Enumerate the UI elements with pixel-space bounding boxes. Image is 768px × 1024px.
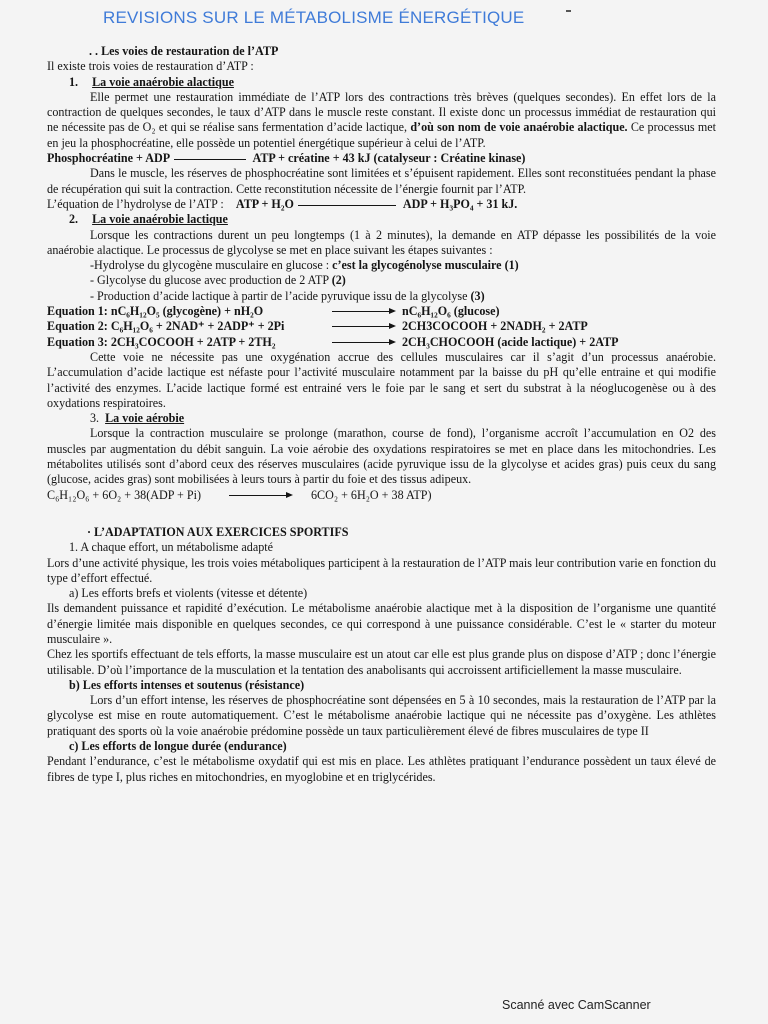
equation-right: 6CO₂ + 6H₂O + 38 ATP): [311, 487, 432, 502]
page-title: REVISIONS SUR LE MÉTABOLISME ÉNERGÉTIQUE: [103, 8, 525, 27]
subheading-adapted-metabolism: 1. A chaque effort, un métabolisme adapté: [69, 540, 273, 555]
equation-right: ADP + H₃PO₄ + 31 kJ.: [402, 196, 518, 211]
arrow-icon: [332, 319, 402, 334]
text-run-bold: d’où son nom de voie anaérobie alactique.: [410, 120, 628, 135]
arrow-icon: [332, 335, 402, 350]
reaction-line: [298, 205, 396, 206]
text-run: Ce processus met en jeu la phosphocréatine, elle possède un potentiel énergétique supérieur à celui de l’ATP.: [47, 120, 716, 150]
equation-left: ATP + H₂O: [235, 196, 294, 211]
paragraph-reserves: Dans le muscle, les réserves de phosphocréatine sont limitées et s’épuisent rapidement. Elles sont reconstituées pendant la phase de récupération qui suit la contraction. Cette reconstitution nécessite de l’énergie fournit par l’ATP.: [47, 166, 716, 196]
scan-mark: [566, 10, 571, 12]
paragraph-adaptation-intro: Lors d’une activité physique, les trois voies métaboliques participent à la restauration de l’ATP mais leur contribution varie en fonction du type d’effort effectué.: [47, 555, 716, 585]
text-run-bold: c’est la glycogénolyse musculaire (1): [332, 258, 519, 273]
document-body: [47, 44, 716, 785]
equation-right: 2CH₃CHOCOOH (acide lactique) + 2ATP: [402, 334, 619, 349]
equation-left: Equation 3: 2CH₃COCOOH + 2ATP + 2TH₂: [47, 334, 276, 349]
equation-aerobic: [47, 488, 716, 503]
equation-label: L’équation de l’hydrolyse de l’ATP :: [47, 196, 224, 211]
text-run: - Production d’acide lactique à partir de l’acide pyruvique issu de la glycolyse: [90, 288, 471, 303]
subheading-intense-efforts: b) Les efforts intenses et soutenus (résistance): [69, 677, 305, 692]
equation-left: Phosphocréatine + ADP: [47, 151, 171, 166]
text-run-bold: (3): [470, 288, 485, 303]
intro-text: Il existe trois voies de restauration d’ATP :: [47, 59, 254, 74]
text-run: -Hydrolyse du glycogène musculaire en glucose :: [90, 258, 333, 273]
equation-left: Equation 1: nC₆H₁₂O₅ (glycogène) + nH₂O: [47, 304, 264, 319]
reaction-line: [174, 159, 246, 160]
equation-phosphocreatine: [47, 151, 716, 166]
equation-3: [47, 335, 716, 350]
subheading-label: La voie anaérobie alactique: [92, 74, 234, 89]
section-heading-restoration: . . Les voies de restauration de l’ATP: [89, 44, 279, 58]
paragraph-aerobic: Lorsque la contraction musculaire se prolonge (marathon, course de fond), l’organisme accroît l’accumulation en O2 des muscles par augmentation du débit sanguin. La voie aérobie des oxydations respiratoires se met en place dans les mitochondries. Les métabolites utilisés sont d’abord ceux des réserves musculaires (acide pyruvique issu de la glycolyse et acides gras) puis ceux du sang (glucose, acides gras) sont mobilisées à leurs tours à partir du foie et des tissus adipeux.: [47, 426, 716, 487]
equation-right: 2CH3COCOOH + 2NADH₂ + 2ATP: [402, 319, 588, 334]
paragraph-alactic: [47, 90, 716, 151]
paragraph-endurance: Pendant l’endurance, c’est le métabolisme oxydatif qui est mis en place. Les athlètes pratiquant l’endurance possèdent un taux élevé de fibres de type I, plus riches en mitochondries, en myoglobine et en triglycérides.: [47, 754, 716, 784]
equation-1: [47, 304, 716, 319]
arrow-icon: [332, 304, 402, 319]
text-run-bold: (2): [331, 273, 346, 288]
subheading-number: 2.: [69, 212, 79, 227]
paragraph-intense-efforts: Lors d’un effort intense, les réserves de phosphocréatine sont dépensées en 5 à 10 secondes, mais la restauration de l’ATP par la glycolyse est mise en route automatiquement. C’est le métabolisme anaérobie lactique qui ne nécessite pas d’oxygène. Les athlètes pratiquant des sports où la voie anaérobie prédomine possède un taux particulièrement élevé de fibres musculaires de type II: [47, 693, 716, 738]
paragraph-lactic-consequences: Cette voie ne nécessite pas une oxygénation accrue des cellules musculaires car il s’agit d’un processus anaérobie. L’accumulation d’acide lactique est néfaste pour l’activité musculaire notamment par la baisse du pH qu’elle entraine et qui modifie l’activité des enzymes. L’acide lactique formé est entrainé vers le foie par le sang et sert du substrat à la néoglucogenèse ou à des oxydations respiratoires.: [47, 349, 716, 410]
section-heading-adaptation: · L’ADAPTATION AUX EXERCICES SPORTIFS: [87, 524, 349, 539]
paragraph-lactic: Lorsque les contractions durent un peu longtemps (1 à 2 minutes), la demande en ATP dépasse les possibilités de la voie anaérobie alactique. Le processus de glycolyse se met en place suivant les étapes suivantes :: [47, 227, 716, 257]
equation-left: Equation 2: C₆H₁₂O₆ + 2NAD⁺ + 2ADP⁺ + 2Pi: [47, 319, 285, 334]
subheading-label: La voie aérobie: [105, 411, 185, 426]
paragraph-brief-efforts: Ils demandent puissance et rapidité d’exécution. Le métabolisme anaérobie alactique met à la disposition de l’organisme une quantité d’énergie limitée mais disponible en quelques secondes, ce qui correspond à une puissance considérable. C’est le « starter du moteur musculaire ».: [47, 601, 716, 646]
subheading-alactic: [47, 75, 716, 90]
equation-right: nC₆H₁₂O₆ (glucose): [402, 304, 500, 319]
equation-2: [47, 319, 716, 334]
text-run: - Glycolyse du glucose avec production de 2 ATP: [90, 273, 332, 288]
text-run: Elle permet une restauration immédiate de l’ATP lors des contractions très brèves (quelques secondes). En effet lors de la contraction de quelques secondes, le taux d’ATP dans le muscle reste constant. Il existe donc un processus immédiat de restauration qui ne nécessite pas de O₂ et qui se réalise sans fermentation d’acide lactique,: [47, 89, 716, 135]
subheading-label: La voie anaérobie lactique: [92, 212, 228, 227]
arrow-icon: [229, 488, 311, 503]
equation-left: C₆H₁₂O₆ + 6O₂ + 38(ADP + Pi): [47, 487, 201, 502]
paragraph-muscle-mass: Chez les sportifs effectuant de tels efforts, la masse musculaire est un atout car elle est plus grande plus on dispose d’ATP ; donc l’énergie utilisable. D’où l’importance de la musculation et la tentation des anabolisants qui accroissent artificiellement la masse musculaire.: [47, 647, 716, 677]
subheading-endurance: c) Les efforts de longue durée (endurance): [69, 739, 287, 754]
step-2: [47, 273, 716, 288]
subheading-brief-efforts: a) Les efforts brefs et violents (vitesse et détente): [69, 586, 308, 601]
subheading-aerobic: [47, 411, 716, 426]
subheading-number: 3.: [90, 411, 100, 426]
scanner-watermark: Scanné avec CamScanner: [502, 998, 651, 1012]
equation-hydrolysis: [47, 197, 716, 212]
step-1: [47, 258, 716, 273]
subheading-number: 1.: [69, 74, 79, 89]
step-3: [47, 289, 716, 304]
equation-right: ATP + créatine + 43 kJ (catalyseur : Créatine kinase): [252, 151, 526, 166]
subheading-lactic: [47, 212, 716, 227]
